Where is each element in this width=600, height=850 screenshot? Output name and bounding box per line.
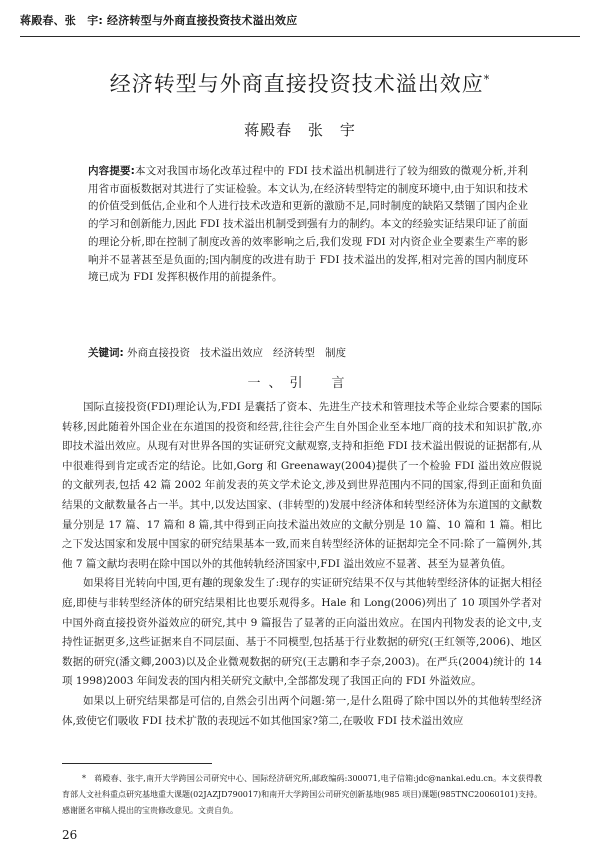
keyword: 外商直接投资 bbox=[127, 347, 191, 359]
title-text: 经济转型与外商直接投资技术溢出效应 bbox=[109, 72, 484, 96]
keywords-label: 关键词: bbox=[88, 347, 124, 359]
abstract bbox=[88, 163, 528, 287]
paragraph: 国际直接投资(FDI)理论认为,FDI 是囊括了资本、先进生产技术和管理技术等企业综合要素的国际转移,因此随着外国企业在东道国的投资和经营,往往会产生自外国企业至本地厂商的技术和知识扩散,亦即技术溢出效应。从现有对世界各国的实证研究文献观察,支持和拒绝 FDI 技术溢出假说的证据都有,从中很难得到肯定或否定的结论。比如,Gorg 和 Greenaway(2004)提供了一个检验 FDI 溢出效应假说的文献列表,包括 42 篇 2002 年前发表的英文学术论文,涉及到世界范围内不同的国家,得到正面和负面结果的文献数量各占一半。其中,以发达国家、(非转型的)发展中经济体和转型经济体为东道国的文献数量分别是 17 篇、17 篇和 8 篇,其中得到正向技术溢出效应的文献分别是 10 篇、10 篇和 1 篇。相比之下发达国家和发展中国家的研究结果基本一致,而来自转型经济体的证据却完全不同:除了一篇例外,其他 7 篇文献均表明在除中国以外的其他转轨经济国家中,FDI 溢出效应不显著、甚至为显著负值。 bbox=[62, 401, 542, 570]
footnote bbox=[62, 771, 542, 819]
keyword: 制度 bbox=[325, 347, 347, 359]
article-title bbox=[0, 68, 600, 98]
author-line bbox=[0, 119, 600, 140]
keywords bbox=[88, 345, 528, 360]
header-rule bbox=[20, 36, 580, 37]
abstract-label: 内容提要: bbox=[88, 165, 135, 177]
paragraph: 如果以上研究结果都是可信的,自然会引出两个问题:第一,是什么阻碍了除中国以外的其他转型经济体,致使它们吸收 FDI 技术扩散的表现远不如其他国家?第二,在吸收 FDI 技术溢出效应 bbox=[62, 694, 542, 727]
keyword: 技术溢出效应 bbox=[200, 347, 264, 359]
footnote-text: 蒋殿春、张宇,南开大学跨国公司研究中心、国际经济研究所,邮政编码:300071,电子信箱:jdc@nankai.edu.cn。本文获得教育部人文社科重点研究基地重大课题(02JAZJD790017)和南开大学跨国公司研究创新基地(985 项目)课题(985TNC20060101)支持。感谢匿名审稿人提出的宝贵修改意见。文责自负。 bbox=[62, 774, 542, 815]
author-name: 张 宇 bbox=[307, 121, 356, 139]
section-heading: 一、引 言 bbox=[247, 376, 353, 391]
abstract-text: 本文对我国市场化改革过程中的 FDI 技术溢出机制进行了较为细致的微观分析,并利用省市面板数据对其进行了实证检验。本文认为,在经济转型特定的制度环境中,由于知识和技术的价值受到低估,企业和个人进行技术改造和更新的激励不足,同时制度的缺陷又禁锢了国内企业的学习和创新能力,因此 FDI 技术溢出机制受到强有力的制约。本文的经验实证结果印证了前面的理论分析,即在控制了制度改善的效率影响之后,我们发现 FDI 对内资企业全要素生产率的影响并不显著甚至是负面的;国内制度的改进有助于 FDI 技术溢出的发挥,相对完善的国内制度环境已成为 FDI 发挥积极作用的前提条件。 bbox=[88, 165, 528, 284]
keyword: 经济转型 bbox=[273, 347, 316, 359]
footnote-rule bbox=[62, 763, 212, 764]
footnote-marker: * bbox=[82, 774, 86, 783]
body-text bbox=[62, 398, 542, 731]
page-number: 26 bbox=[62, 828, 78, 842]
author-name: 蒋殿春 bbox=[244, 121, 293, 139]
running-header: 蒋殿春、张 宇: 经济转型与外商直接投资技术溢出效应 bbox=[20, 14, 298, 27]
paragraph: 如果将目光转向中国,更有趣的现象发生了:现存的实证研究结果不仅与其他转型经济体的证据大相径庭,即使与非转型经济体的研究结果相比也要乐观得多。Hale 和 Long(2006)列出了 10 项国外学者对中国外商直接投资外溢效应的研究,其中 9 篇报告了显著的正向溢出效应。在国内刊物发表的论文中,支持性证据更多,这些证据来自不同层面、基于不同模型,包括基于行业数据的研究(王红领等,2006)、地区数据的研究(潘文卿,2003)以及企业微观数据的研究(王志鹏和李子奈,2003)。在严兵(2004)统计的 14 项 1998)2003 年间发表的国内相关研究文献中,全部都发现了我国正向的 FDI 外溢效应。 bbox=[62, 577, 542, 688]
title-footnote-marker: * bbox=[483, 73, 491, 86]
